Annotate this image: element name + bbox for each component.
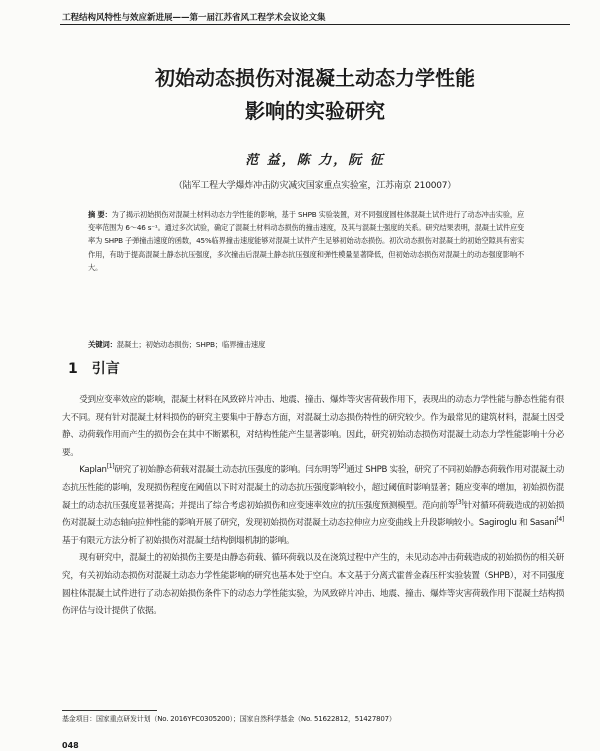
body-text bbox=[62, 392, 564, 621]
reference-1: [1] bbox=[106, 463, 115, 471]
keywords bbox=[88, 339, 524, 350]
reference-2: [2] bbox=[338, 463, 347, 471]
paragraph-2-part-c: 针对循环荷载造成的初始损伤对混凝土动态轴向拉伸性能的影响开展了研究，发现初始损伤对混凝土动态拉伸应力应变曲线上升段影响较小。Sagiroglu 和 Sasani bbox=[62, 500, 565, 529]
paragraph-2-part-b: 通过 SHPB 实验，研究了不同初始静态荷载作用对混凝土动态抗压性能的影响，发现损伤程度在阈值以下时对混凝土的动态抗压强度影响较小，超过阈值时影响显著；随应变率的增加，初始损伤混凝土的动态抗压强度显著提高；并提出了综合考虑初始损伤和应变速率效应的抗压强度预测模型。范向前等 bbox=[62, 465, 564, 511]
page-number: 048 bbox=[62, 741, 79, 750]
title-line-1: 初始动态损伤对混凝土动态力学性能 bbox=[155, 66, 475, 90]
section-heading bbox=[68, 358, 120, 378]
abstract-label: 摘 要： bbox=[88, 210, 112, 219]
paragraph-2-part-a: 研究了初始静态荷载对混凝土动态抗压强度的影响。闫东明等 bbox=[114, 465, 339, 476]
paper-title bbox=[60, 62, 570, 128]
keywords-label: 关键词： bbox=[88, 340, 117, 349]
paragraph-1: 受到应变率效应的影响，混凝土材料在风致碎片冲击、地震、撞击、爆炸等灾害荷载作用下，表现出的动态力学性能与静态性能有很大不同。现有针对混凝土材料损伤的研究主要集中于静态方面，对混凝土动态损伤特性的研究较少。作为最常见的建筑材料，混凝土因受静、动荷载作用而产生的损伤会在其中不断累积，对结构性能产生显著影响。因此，研究初始动态损伤对混凝土动态力学性能影响十分必要。 bbox=[62, 395, 564, 458]
section-number: 1 bbox=[68, 361, 78, 377]
affiliation: （陆军工程大学爆炸冲击防灾减灾国家重点实验室，江苏南京 210007） bbox=[173, 181, 457, 191]
footnote-rule bbox=[62, 710, 157, 711]
authors: 范 益，陈 力，阮 征 bbox=[245, 153, 385, 168]
header-rule bbox=[60, 24, 570, 25]
abstract bbox=[88, 208, 524, 274]
section-title: 引言 bbox=[91, 361, 120, 377]
paragraph-2 bbox=[62, 462, 564, 550]
reference-3: [3] bbox=[455, 498, 464, 506]
citation-name: Kaplan bbox=[79, 465, 107, 476]
title-line-2: 影响的实验研究 bbox=[245, 99, 385, 123]
running-head: 工程结构风特性与效应新进展——第一届江苏省风工程学术会议论文集 bbox=[62, 13, 326, 23]
paragraph-2-part-d: 基于有限元方法分析了初始损伤对混凝土结构倒塌机制的影响。 bbox=[62, 535, 295, 546]
footnote-funding: 基金项目：国家重点研发计划（No. 2016YFC0305200）；国家自然科学基金（No. 51622812，51427807） bbox=[62, 715, 396, 723]
abstract-text: 为了揭示初始损伤对混凝土材料动态力学性能的影响，基于 SHPB 实验装置，对不同强度圆柱体混凝土试件进行了动态冲击实验，应变率范围为 6～46 s⁻¹。通过多次试验，确定了混凝土材料动态损伤的撞击速度，及其与混凝土强度的关系。研究结果表明，混凝土试件应变率为 SHPB 子弹撞击速度的函数，45%临界撞击速度能够对混凝土试件产生足够初始动态损伤。初次动态损伤对混凝土的初始空隙具有密实作用，有助于提高混凝土静态抗压强度，多次撞击后混凝土静态抗压强度和弹性模量显著降低，但初始动态损伤对混凝土的动态强度影响不大。 bbox=[88, 210, 525, 272]
keywords-text: 混凝土；初始动态损伤；SHPB；临界撞击速度 bbox=[116, 340, 266, 349]
reference-4: [4] bbox=[556, 516, 564, 524]
paragraph-3: 现有研究中，混凝土的初始损伤主要是由静态荷载、循环荷载以及在浇筑过程中产生的，未见动态冲击荷载造成的初始损伤的相关研究，有关初始动态损伤对混凝土动态力学性能影响的研究也基本处于空白。本文基于分离式霍普金森压杆实验装置（SHPB），对不同强度圆柱体混凝土试件进行了动态初始损伤条件下的动态力学性能实验，为风致碎片冲击、地震、撞击、爆炸等灾害荷载作用下混凝土结构损伤评估与设计提供了依据。 bbox=[62, 553, 564, 617]
